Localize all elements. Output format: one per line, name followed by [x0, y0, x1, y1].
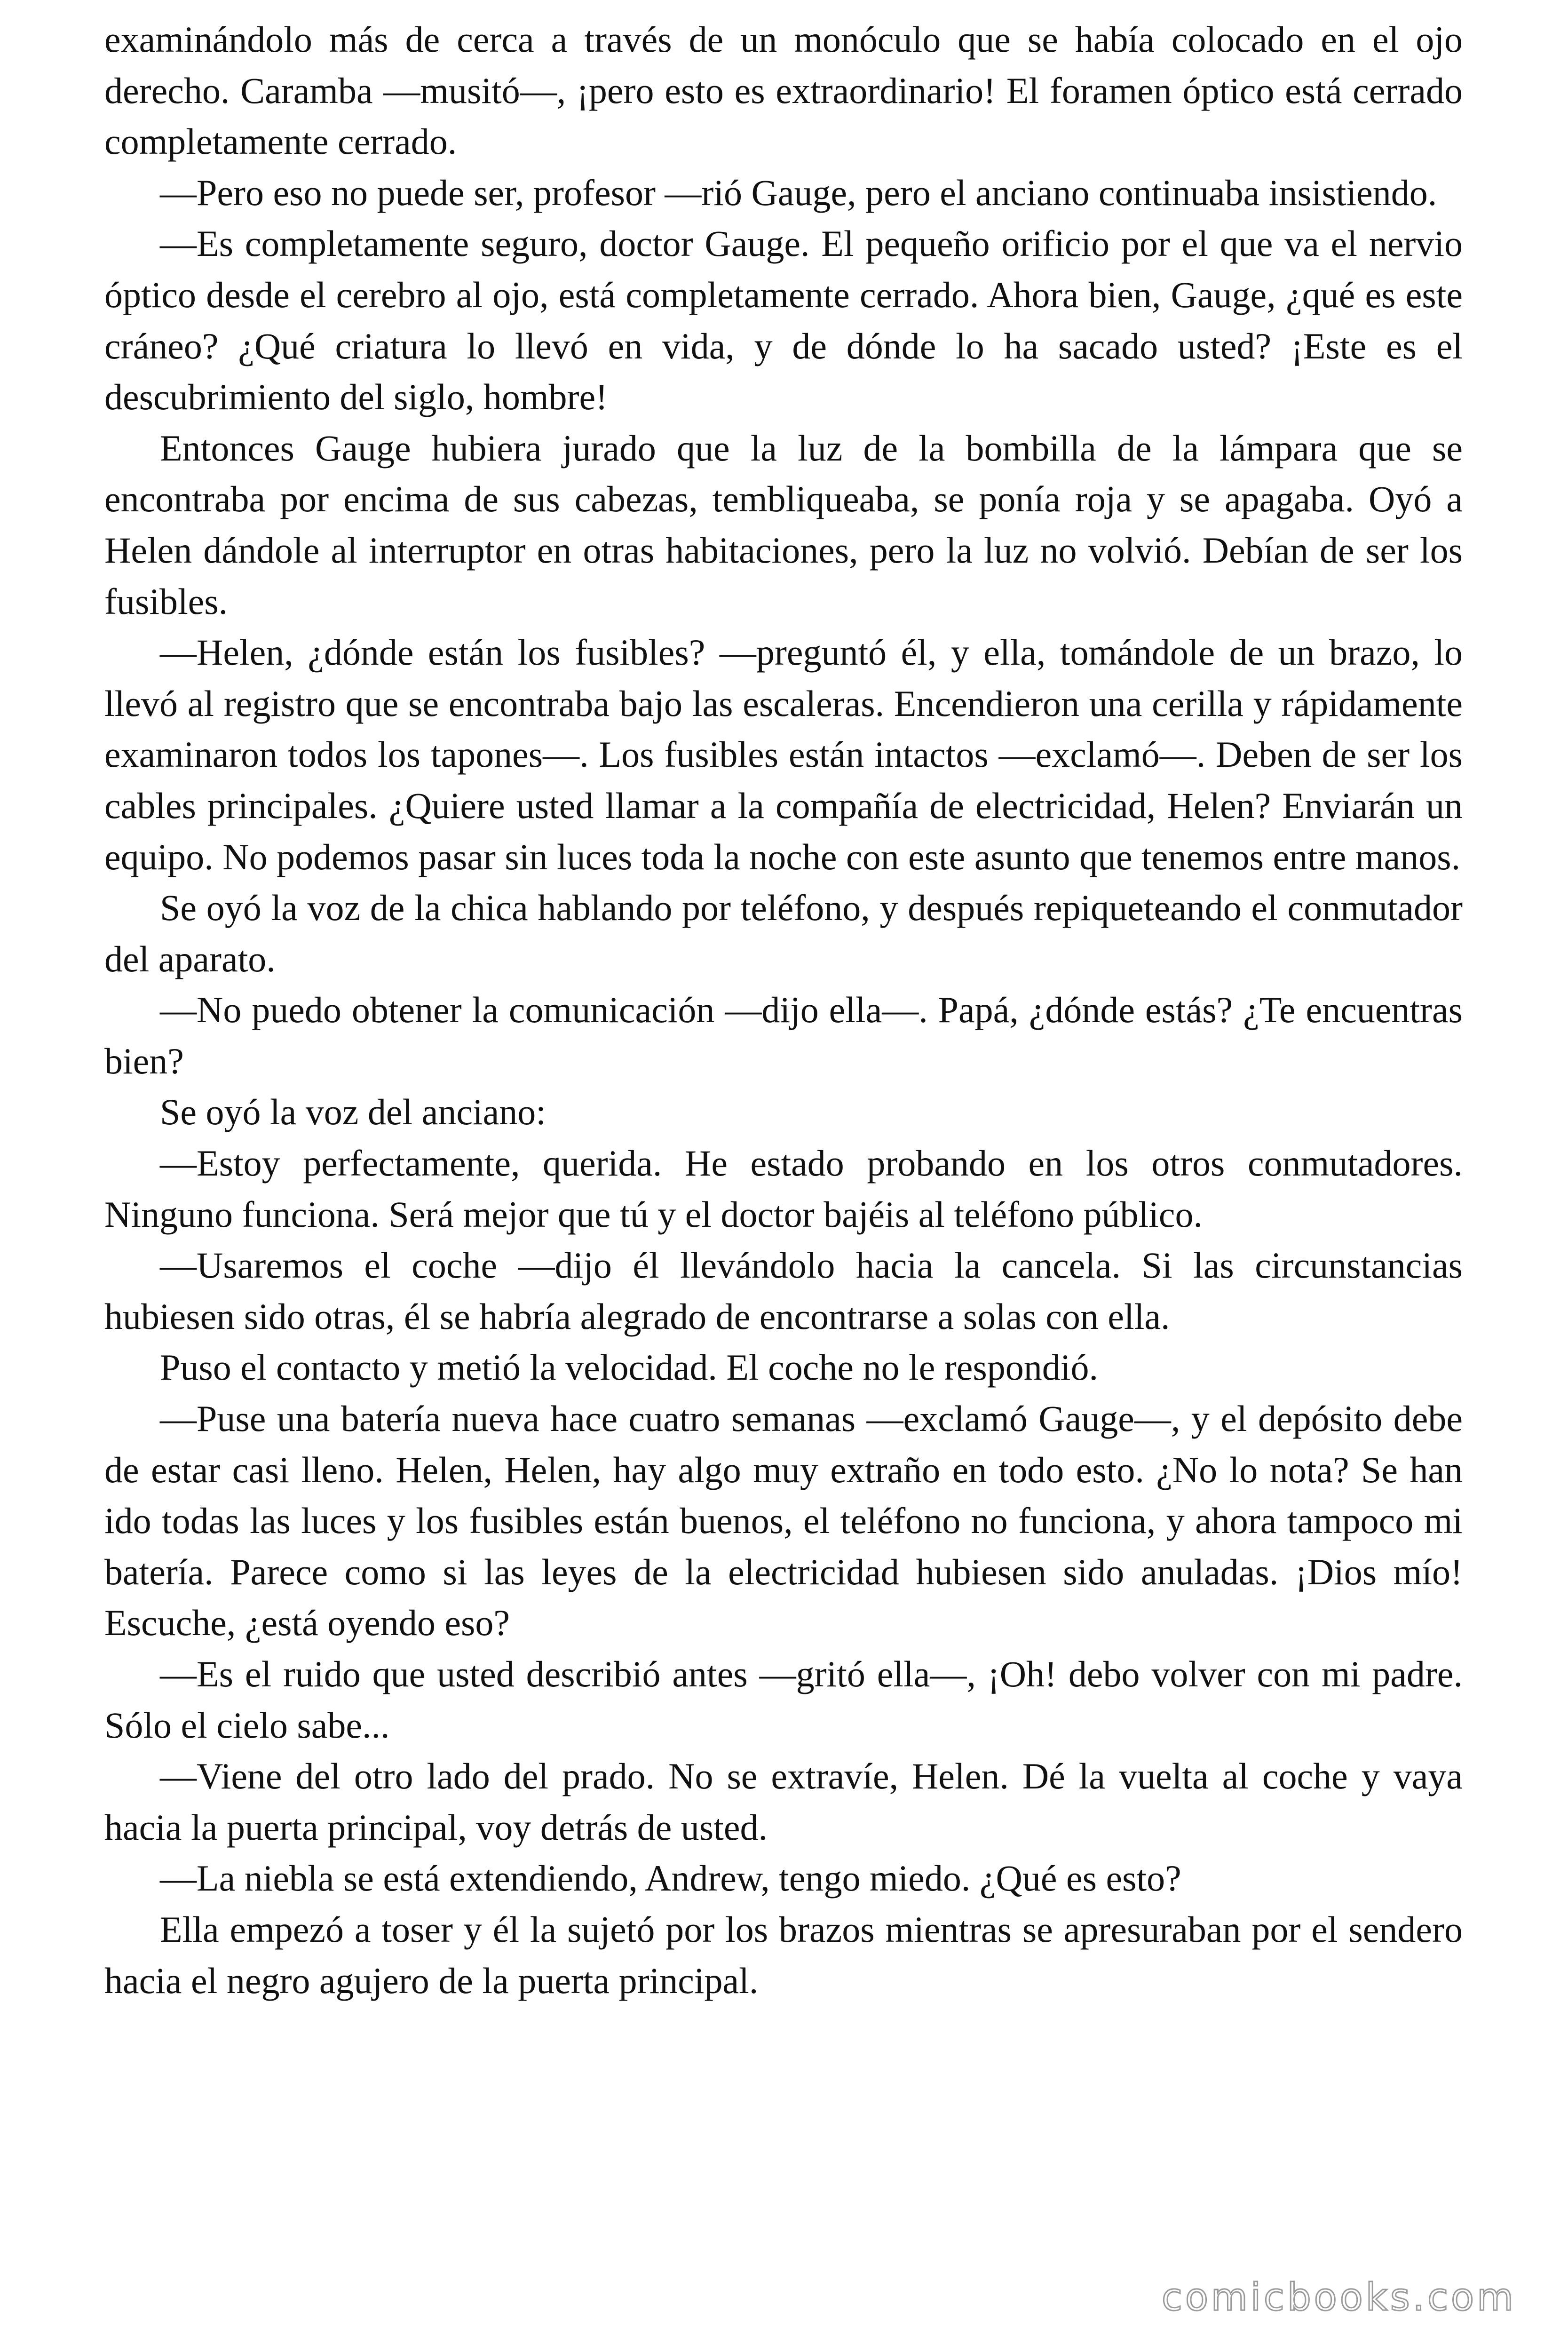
paragraph: Ella empezó a toser y él la sujetó por los brazos mientras se apresuraban por el sendero hacia el negro agujero de la puerta principal.: [104, 1908, 1463, 2001]
paragraph: —La niebla se está extendiendo, Andrew, tengo miedo. ¿Qué es esto?: [160, 1858, 1181, 1899]
watermark: comicbooks.com: [1161, 2275, 1516, 2319]
paragraph: —Helen, ¿dónde están los fusibles? —preguntó él, y ella, tomándole de un brazo, lo llevó al registro que se encontraba bajo las escaleras. Encendieron una cerilla y rápidamente examinaron todos los tapones—. Los fusibles están intactos —exclamó—. Deben de ser los cables principales. ¿Quiere usted llamar a la compañía de electricidad, Helen? Enviarán un equipo. No podemos pasar sin luces toda la noche con este asunto que tenemos entre manos.: [104, 632, 1463, 877]
paragraph: —Usaremos el coche —dijo él llevándolo hacia la cancela. Si las circunstancias hubiesen sido otras, él se habría alegrado de encontrarse a solas con ella.: [104, 1245, 1463, 1337]
paragraph: examinándolo más de cerca a través de un monóculo que se había colocado en el ojo derecho. Caramba —musitó—, ¡pero esto es extraordinario! El foramen óptico está cerrado completamente cerrado.: [104, 19, 1463, 162]
paragraph: —Viene del otro lado del prado. No se extravíe, Helen. Dé la vuelta al coche y vaya hacia la puerta principal, voy detrás de usted.: [104, 1756, 1463, 1848]
paragraph: —No puedo obtener la comunicación —dijo ella—. Papá, ¿dónde estás? ¿Te encuentras bien?: [104, 989, 1463, 1081]
paragraph: —Es completamente seguro, doctor Gauge. El pequeño orificio por el que va el nervio óptico desde el cerebro al ojo, está completamente cerrado. Ahora bien, Gauge, ¿qué es este cráneo? ¿Qué criatura lo llevó en vida, y de dónde lo ha sacado usted? ¡Este es el descubrimiento del siglo, hombre!: [104, 223, 1463, 418]
paragraph: —Puse una batería nueva hace cuatro semanas —exclamó Gauge—, y el depósito debe de estar casi lleno. Helen, Helen, hay algo muy extraño en todo esto. ¿No lo nota? Se han ido todas las luces y los fusibles están buenos, el teléfono no funciona, y ahora tampoco mi batería. Parece como si las leyes de la electricidad hubiesen sido anuladas. ¡Dios mío! Escuche, ¿está oyendo eso?: [104, 1398, 1463, 1644]
paragraph: Puso el contacto y metió la velocidad. El coche no le respondió.: [160, 1347, 1098, 1388]
page-body: [104, 14, 1463, 2006]
paragraph: Se oyó la voz del anciano:: [160, 1091, 546, 1133]
paragraph: Entonces Gauge hubiera jurado que la luz de la bombilla de la lámpara que se encontraba por encima de sus cabezas, tembliqueaba, se ponía roja y se apagaba. Oyó a Helen dándole al interruptor en otras habitaciones, pero la luz no volvió. Debían de ser los fusibles.: [104, 427, 1463, 622]
paragraph: Se oyó la voz de la chica hablando por teléfono, y después repiqueteando el conmutador del aparato.: [104, 887, 1463, 979]
paragraph: —Estoy perfectamente, querida. He estado probando en los otros conmutadores. Ninguno funciona. Será mejor que tú y el doctor bajéis al teléfono público.: [104, 1143, 1463, 1235]
paragraph: —Es el ruido que usted describió antes —gritó ella—, ¡Oh! debo volver con mi padre. Sólo el cielo sabe...: [104, 1653, 1463, 1746]
paragraph: —Pero eso no puede ser, profesor —rió Gauge, pero el anciano continuaba insistiendo.: [160, 172, 1437, 213]
